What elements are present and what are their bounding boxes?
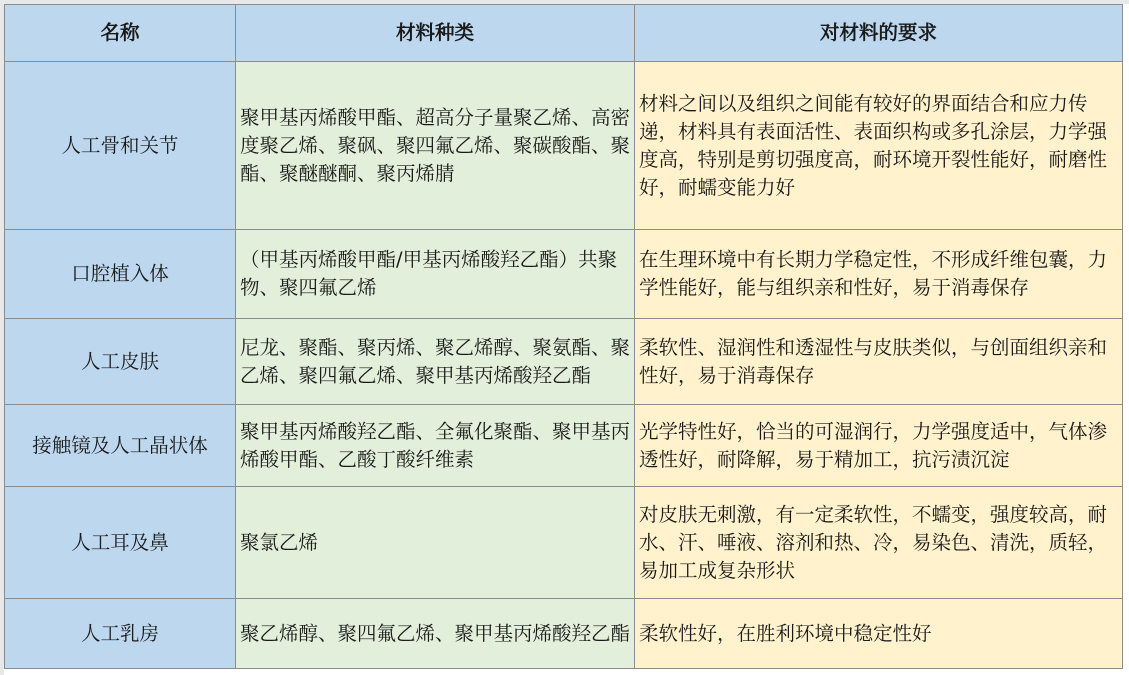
materials-cell[interactable]: 聚氯乙烯 (236, 487, 635, 599)
materials-table (4, 4, 1123, 669)
materials-cell[interactable]: 聚甲基丙烯酸羟乙酯、全氟化聚酯、聚甲基丙烯酸甲酯、乙酸丁酸纤维素 (236, 405, 635, 487)
name-cell[interactable]: 人工皮肤 (5, 319, 236, 405)
name-cell[interactable]: 人工耳及鼻 (5, 487, 236, 599)
header-cell-name[interactable]: 名称 (5, 5, 236, 62)
name-cell[interactable]: 接触镜及人工晶状体 (5, 405, 236, 487)
table-row (5, 405, 1123, 487)
name-cell[interactable]: 人工乳房 (5, 599, 236, 669)
name-cell[interactable]: 人工骨和关节 (5, 62, 236, 230)
table-row (5, 487, 1123, 599)
requirements-cell[interactable]: 材料之间以及组织之间能有较好的界面结合和应力传递，材料具有表面活性、表面织构或多孔涂层，力学强度高，特别是剪切强度高，耐环境开裂性能好，耐磨性好，耐蠕变能力好 (635, 62, 1123, 230)
table-row (5, 599, 1123, 669)
requirements-cell[interactable]: 柔软性好，在胜利环境中稳定性好 (635, 599, 1123, 669)
table-row (5, 319, 1123, 405)
header-cell-materials[interactable]: 材料种类 (236, 5, 635, 62)
materials-cell[interactable]: 聚乙烯醇、聚四氟乙烯、聚甲基丙烯酸羟乙酯 (236, 599, 635, 669)
table-row (5, 230, 1123, 319)
name-cell[interactable]: 口腔植入体 (5, 230, 236, 319)
requirements-cell[interactable]: 光学特性好，恰当的可湿润行，力学强度适中，气体渗透性好，耐降解，易于精加工，抗污渍沉淀 (635, 405, 1123, 487)
table-row (5, 62, 1123, 230)
materials-cell[interactable]: （甲基丙烯酸甲酯/甲基丙烯酸羟乙酯）共聚物、聚四氟乙烯 (236, 230, 635, 319)
requirements-cell[interactable]: 在生理环境中有长期力学稳定性，不形成纤维包囊，力学性能好，能与组织亲和性好，易于消毒保存 (635, 230, 1123, 319)
requirements-cell[interactable]: 柔软性、湿润性和透湿性与皮肤类似，与创面组织亲和性好，易于消毒保存 (635, 319, 1123, 405)
requirements-cell[interactable]: 对皮肤无刺激，有一定柔软性，不蠕变，强度较高，耐水、汗、唾液、溶剂和热、冷，易染色、清洗，质轻，易加工成复杂形状 (635, 487, 1123, 599)
header-row (5, 5, 1123, 62)
materials-cell[interactable]: 尼龙、聚酯、聚丙烯、聚乙烯醇、聚氨酯、聚乙烯、聚四氟乙烯、聚甲基丙烯酸羟乙酯 (236, 319, 635, 405)
materials-cell[interactable]: 聚甲基丙烯酸甲酯、超高分子量聚乙烯、高密度聚乙烯、聚砜、聚四氟乙烯、聚碳酸酯、聚酯、聚醚醚酮、聚丙烯腈 (236, 62, 635, 230)
header-cell-requirements[interactable]: 对材料的要求 (635, 5, 1123, 62)
